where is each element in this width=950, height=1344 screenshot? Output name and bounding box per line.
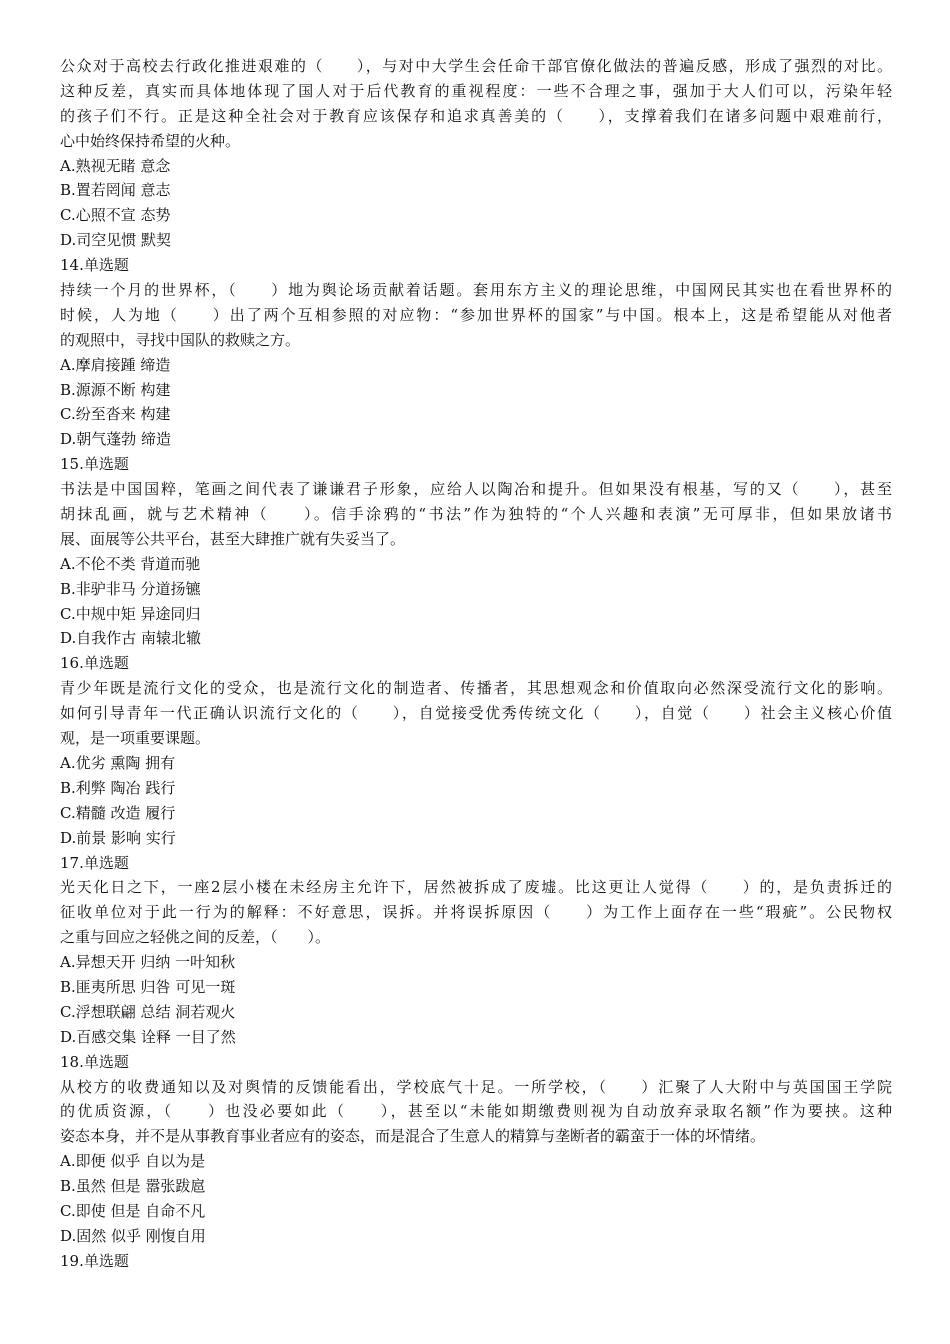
- question-stem-line: 这种反差，真实而具体地体现了国人对于后代教育的重视程度：一些不合理之事，强加于大人们可以，污染年轻: [60, 81, 892, 100]
- question-stem-line: 持续一个月的世界杯，（ ）地为舆论场贡献着话题。套用东方主义的理论思维，中国网民其实也在看世界杯的: [60, 281, 892, 300]
- answer-option: A.异想天开 归纳 一叶知秋: [60, 953, 236, 972]
- answer-option: B.源源不断 构建: [60, 380, 171, 399]
- question-stem-line: 展、面展等公共平台，甚至大肆推广就有失妥当了。: [60, 529, 406, 548]
- answer-option: C.即使 但是 自命不凡: [60, 1201, 206, 1220]
- answer-option: B.利弊 陶冶 践行: [60, 778, 176, 797]
- answer-option: B.虽然 但是 嚣张跋扈: [60, 1177, 206, 1196]
- answer-option: A.优劣 熏陶 拥有: [60, 753, 176, 772]
- question-stem-line: 时候，人为地（ ）出了两个互相参照的对应物：“参加世界杯的国家”与中国。根本上，这是希望能从对他者: [60, 305, 892, 324]
- question-stem-line: 的优质资源，（ ）也没必要如此（ ），甚至以“未能如期缴费则视为自动放弃录取名额”作为要挟。这种: [60, 1102, 892, 1121]
- question-header: 15.单选题: [60, 455, 129, 474]
- question-stem-line: 书法是中国国粹，笔画之间代表了谦谦君子形象，应给人以陶冶和提升。但如果没有根基，写的又（ ），甚至: [60, 480, 892, 499]
- answer-option: C.纷至沓来 构建: [60, 405, 171, 424]
- answer-option: D.司空见惯 默契: [60, 231, 172, 250]
- answer-option: A.不伦不类 背道而驰: [60, 554, 201, 573]
- answer-option: B.匪夷所思 归咎 可见一斑: [60, 977, 236, 996]
- question-stem-line: 如何引导青年一代正确认识流行文化的（ ），自觉接受优秀传统文化（ ），自觉（ ）社会主义核心价值: [60, 704, 892, 723]
- answer-option: D.百感交集 诠释 一目了然: [60, 1027, 236, 1046]
- answer-option: C.浮想联翩 总结 洞若观火: [60, 1002, 236, 1021]
- question-stem-line: 心中始终保持希望的火种。: [60, 131, 241, 150]
- answer-option: C.心照不宣 态势: [60, 206, 171, 225]
- answer-option: A.摩肩接踵 缔造: [60, 355, 171, 374]
- question-stem-line: 的观照中，寻找中国队的救赎之方。: [60, 330, 301, 349]
- answer-option: C.精髓 改造 履行: [60, 803, 176, 822]
- question-header: 14.单选题: [60, 256, 129, 275]
- answer-option: B.置若罔闻 意志: [60, 181, 171, 200]
- question-stem-line: 光天化日之下，一座2层小楼在未经房主允许下，居然被拆成了废墟。比这更让人觉得（ ）的，是负责拆迁的: [60, 878, 892, 897]
- answer-option: A.即便 似乎 自以为是: [60, 1152, 206, 1171]
- question-stem-line: 胡抹乱画，就与艺术精神（ ）。信手涂鸦的“书法”作为独特的“个人兴趣和表演”无可厚非，但如果放诸书: [60, 505, 892, 524]
- question-stem-line: 青少年既是流行文化的受众，也是流行文化的制造者、传播者，其思想观念和价值取向必然深受流行文化的影响。: [60, 679, 892, 698]
- answer-option: B.非驴非马 分道扬镳: [60, 579, 201, 598]
- question-stem-line: 的孩子们不行。正是这种全社会对于教育应该保存和追求真善美的（ ），支撑着我们在诸多问题中艰难前行，: [60, 106, 892, 125]
- answer-option: C.中规中矩 异途同归: [60, 604, 201, 623]
- answer-option: D.自我作古 南辕北辙: [60, 629, 202, 648]
- question-header: 18.单选题: [60, 1052, 129, 1071]
- question-stem-line: 从校方的收费通知以及对舆情的反馈能看出，学校底气十足。一所学校，（ ）汇聚了人大附中与英国国王学院: [60, 1077, 892, 1096]
- question-header: 16.单选题: [60, 654, 129, 673]
- answer-option: D.固然 似乎 刚愎自用: [60, 1226, 206, 1245]
- question-header: 19.单选题: [60, 1251, 129, 1270]
- question-header: 17.单选题: [60, 853, 129, 872]
- question-stem-line: 征收单位对于此一行为的解释：不好意思，误拆。并将误拆原因（ ）为工作上面存在一些“瑕疵”。公民物权: [60, 903, 892, 922]
- answer-option: A.熟视无睹 意念: [60, 156, 171, 175]
- question-stem-line: 公众对于高校去行政化推进艰难的（ ），与对中大学生会任命干部官僚化做法的普遍反感，形成了强烈的对比。: [60, 57, 892, 75]
- question-stem-line: 姿态本身，并不是从事教育事业者应有的姿态，而是混合了生意人的精算与垄断者的霸蛮于一体的坏情绪。: [60, 1127, 766, 1146]
- answer-option: D.前景 影响 实行: [60, 828, 176, 847]
- question-stem-line: 之重与回应之轻佻之间的反差，（ ）。: [60, 928, 331, 947]
- question-stem-line: 观，是一项重要课题。: [60, 729, 211, 748]
- answer-option: D.朝气蓬勃 缔造: [60, 430, 172, 449]
